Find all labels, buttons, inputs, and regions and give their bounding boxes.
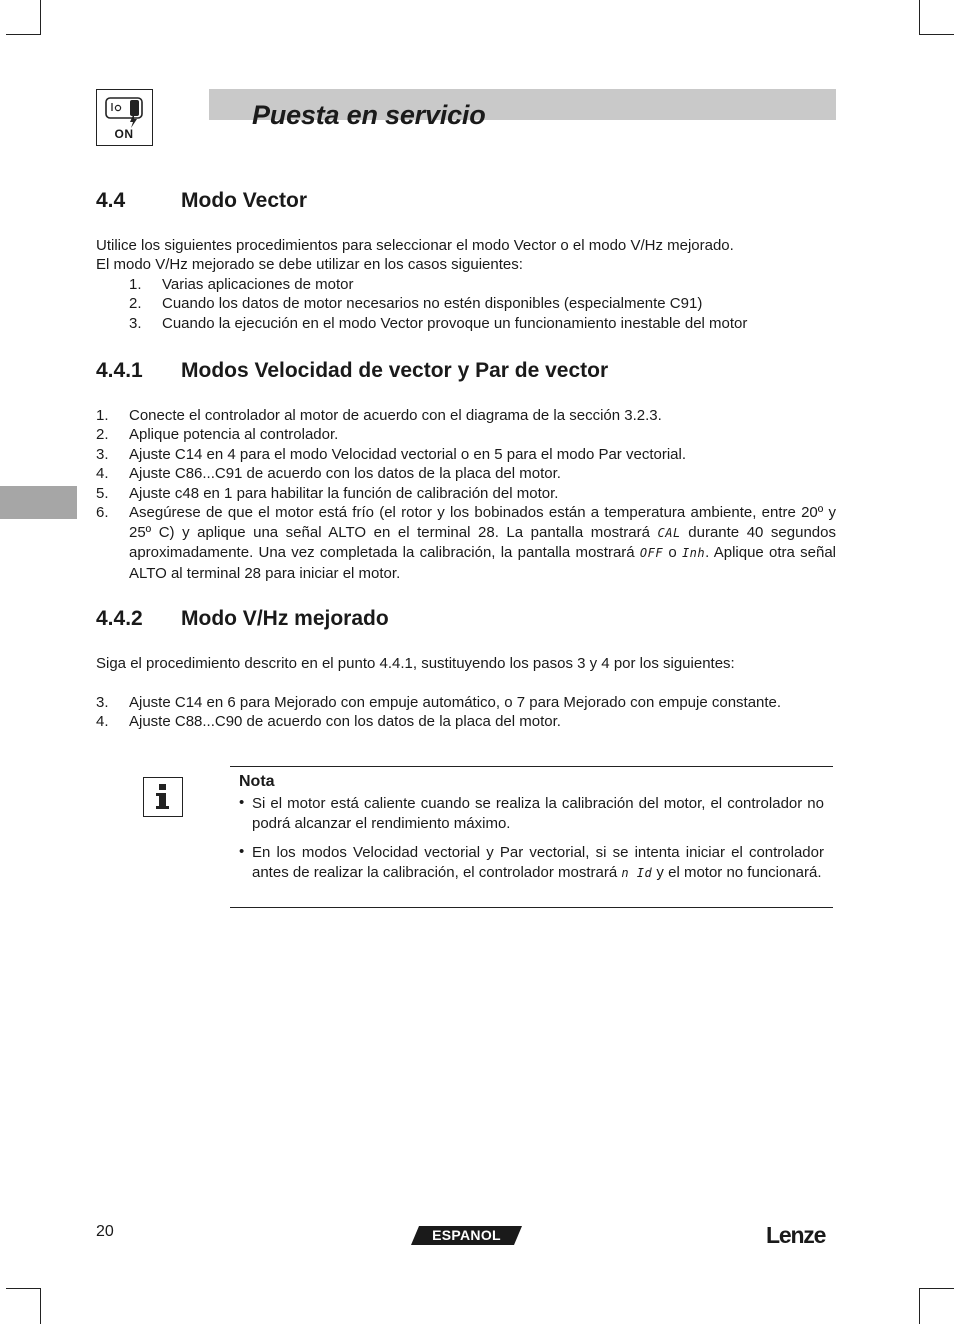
list-number: 4. — [96, 713, 109, 730]
list-item — [96, 445, 686, 465]
on-label: ON — [114, 127, 134, 141]
section-number: 4.4 — [96, 189, 126, 212]
list-number: 6. — [96, 504, 109, 521]
list-item — [96, 484, 558, 504]
list-text: Asegúrese de que el motor está frío (el rotor y los bobinados están a temperatura ambiente, entre 20º y 25º C) y aplique una señal ALTO en el terminal 28. La pantalla mostrará — [129, 504, 836, 541]
bullet: • — [239, 843, 245, 860]
list-number: 2. — [129, 295, 142, 312]
list-number: 3. — [96, 694, 109, 711]
note-text-part: En los modos Velocidad vectorial y Par vectorial, si se intenta iniciar el controlador antes de realizar la calibración, el controlador mostrará — [252, 844, 824, 881]
crop-mark — [6, 1288, 41, 1289]
list-item — [129, 294, 702, 314]
lcd-readout: n Id — [621, 865, 653, 880]
list-text: . Aplique otra señal ALTO al terminal 28 para iniciar el motor. — [129, 544, 836, 582]
language-badge — [411, 1226, 522, 1245]
lcd-readout: CAL — [657, 525, 681, 540]
list-text: Ajuste c48 en 1 para habilitar la función de calibración del motor. — [129, 485, 559, 502]
list-text: Ajuste C88...C90 de acuerdo con los datos de la placa del motor. — [129, 713, 561, 730]
crop-mark — [919, 1288, 954, 1289]
section-tab-marker — [0, 486, 77, 519]
list-item — [129, 275, 353, 295]
list-number: 3. — [96, 446, 109, 463]
crop-mark — [6, 34, 41, 35]
note-top-rule — [230, 766, 833, 767]
paragraph: Siga el procedimiento descrito en el punto 4.4.1, sustituyendo los pasos 3 y 4 por los siguientes: — [96, 655, 735, 672]
note-bullet-text: Si el motor está caliente cuando se realiza la calibración del motor, el controlador no podrá alcanzar el rendimiento máximo. — [252, 795, 824, 832]
list-number: 5. — [96, 485, 109, 502]
lcd-readout: Inh — [681, 546, 706, 561]
list-text: Varias aplicaciones de motor — [162, 276, 354, 293]
crop-mark — [40, 0, 41, 35]
list-text: Ajuste C86...C91 de acuerdo con los datos de la placa del motor. — [129, 465, 561, 482]
list-number: 1. — [96, 407, 109, 424]
paragraph: El modo V/Hz mejorado se debe utilizar en los casos siguientes: — [96, 256, 523, 273]
list-item — [96, 406, 662, 426]
note-bottom-rule — [230, 907, 833, 908]
crop-mark — [40, 1288, 41, 1324]
list-number: 3. — [129, 315, 142, 332]
section-title: Modos Velocidad de vector y Par de vector — [181, 359, 609, 382]
crop-mark — [919, 34, 954, 35]
list-text: Conecte el controlador al motor de acuerdo con el diagrama de la sección 3.2.3. — [129, 407, 662, 424]
list-item — [96, 712, 561, 732]
list-text: durante 40 segundos aproximadamente. Una vez completada la calibración, la pantalla mostrará — [129, 523, 836, 562]
list-text: o — [663, 544, 682, 562]
list-number: 1. — [129, 276, 142, 293]
note-text-part: y el motor no funcionará. — [652, 863, 822, 881]
list-item — [96, 464, 561, 484]
info-icon — [143, 777, 183, 817]
language-label: ESPANOL — [432, 1227, 501, 1243]
note-bullet-text — [252, 843, 824, 883]
page-number: 20 — [96, 1223, 114, 1240]
list-item-text — [129, 503, 836, 583]
list-item — [96, 693, 781, 713]
page-title: Puesta en servicio — [252, 100, 486, 130]
list-item — [129, 314, 747, 334]
list-text: Cuando los datos de motor necesarios no estén disponibles (especialmente C91) — [162, 295, 703, 312]
section-number: 4.4.2 — [96, 607, 143, 630]
section-title: Modo Vector — [181, 189, 308, 212]
list-text: Aplique potencia al controlador. — [129, 426, 339, 443]
list-text: Cuando la ejecución en el modo Vector provoque un funcionamiento inestable del motor — [162, 315, 748, 332]
section-number: 4.4.1 — [96, 359, 143, 382]
section-title: Modo V/Hz mejorado — [181, 607, 389, 630]
note-title: Nota — [239, 773, 275, 790]
crop-mark — [919, 1288, 920, 1324]
crop-mark — [919, 0, 920, 35]
list-text: Ajuste C14 en 4 para el modo Velocidad vectorial o en 5 para el modo Par vectorial. — [129, 446, 686, 463]
lenze-logo: Lenze — [766, 1222, 826, 1248]
list-number: 4. — [96, 465, 109, 482]
power-switch-icon — [96, 89, 153, 146]
bullet: • — [239, 794, 245, 811]
paragraph: Utilice los siguientes procedimientos para seleccionar el modo Vector o el modo V/Hz mejorado. — [96, 237, 734, 254]
list-item — [96, 425, 338, 445]
list-number: 2. — [96, 426, 109, 443]
lcd-readout: OFF — [639, 546, 664, 561]
list-text: Ajuste C14 en 6 para Mejorado con empuje automático, o 7 para Mejorado con empuje constante. — [129, 694, 782, 711]
